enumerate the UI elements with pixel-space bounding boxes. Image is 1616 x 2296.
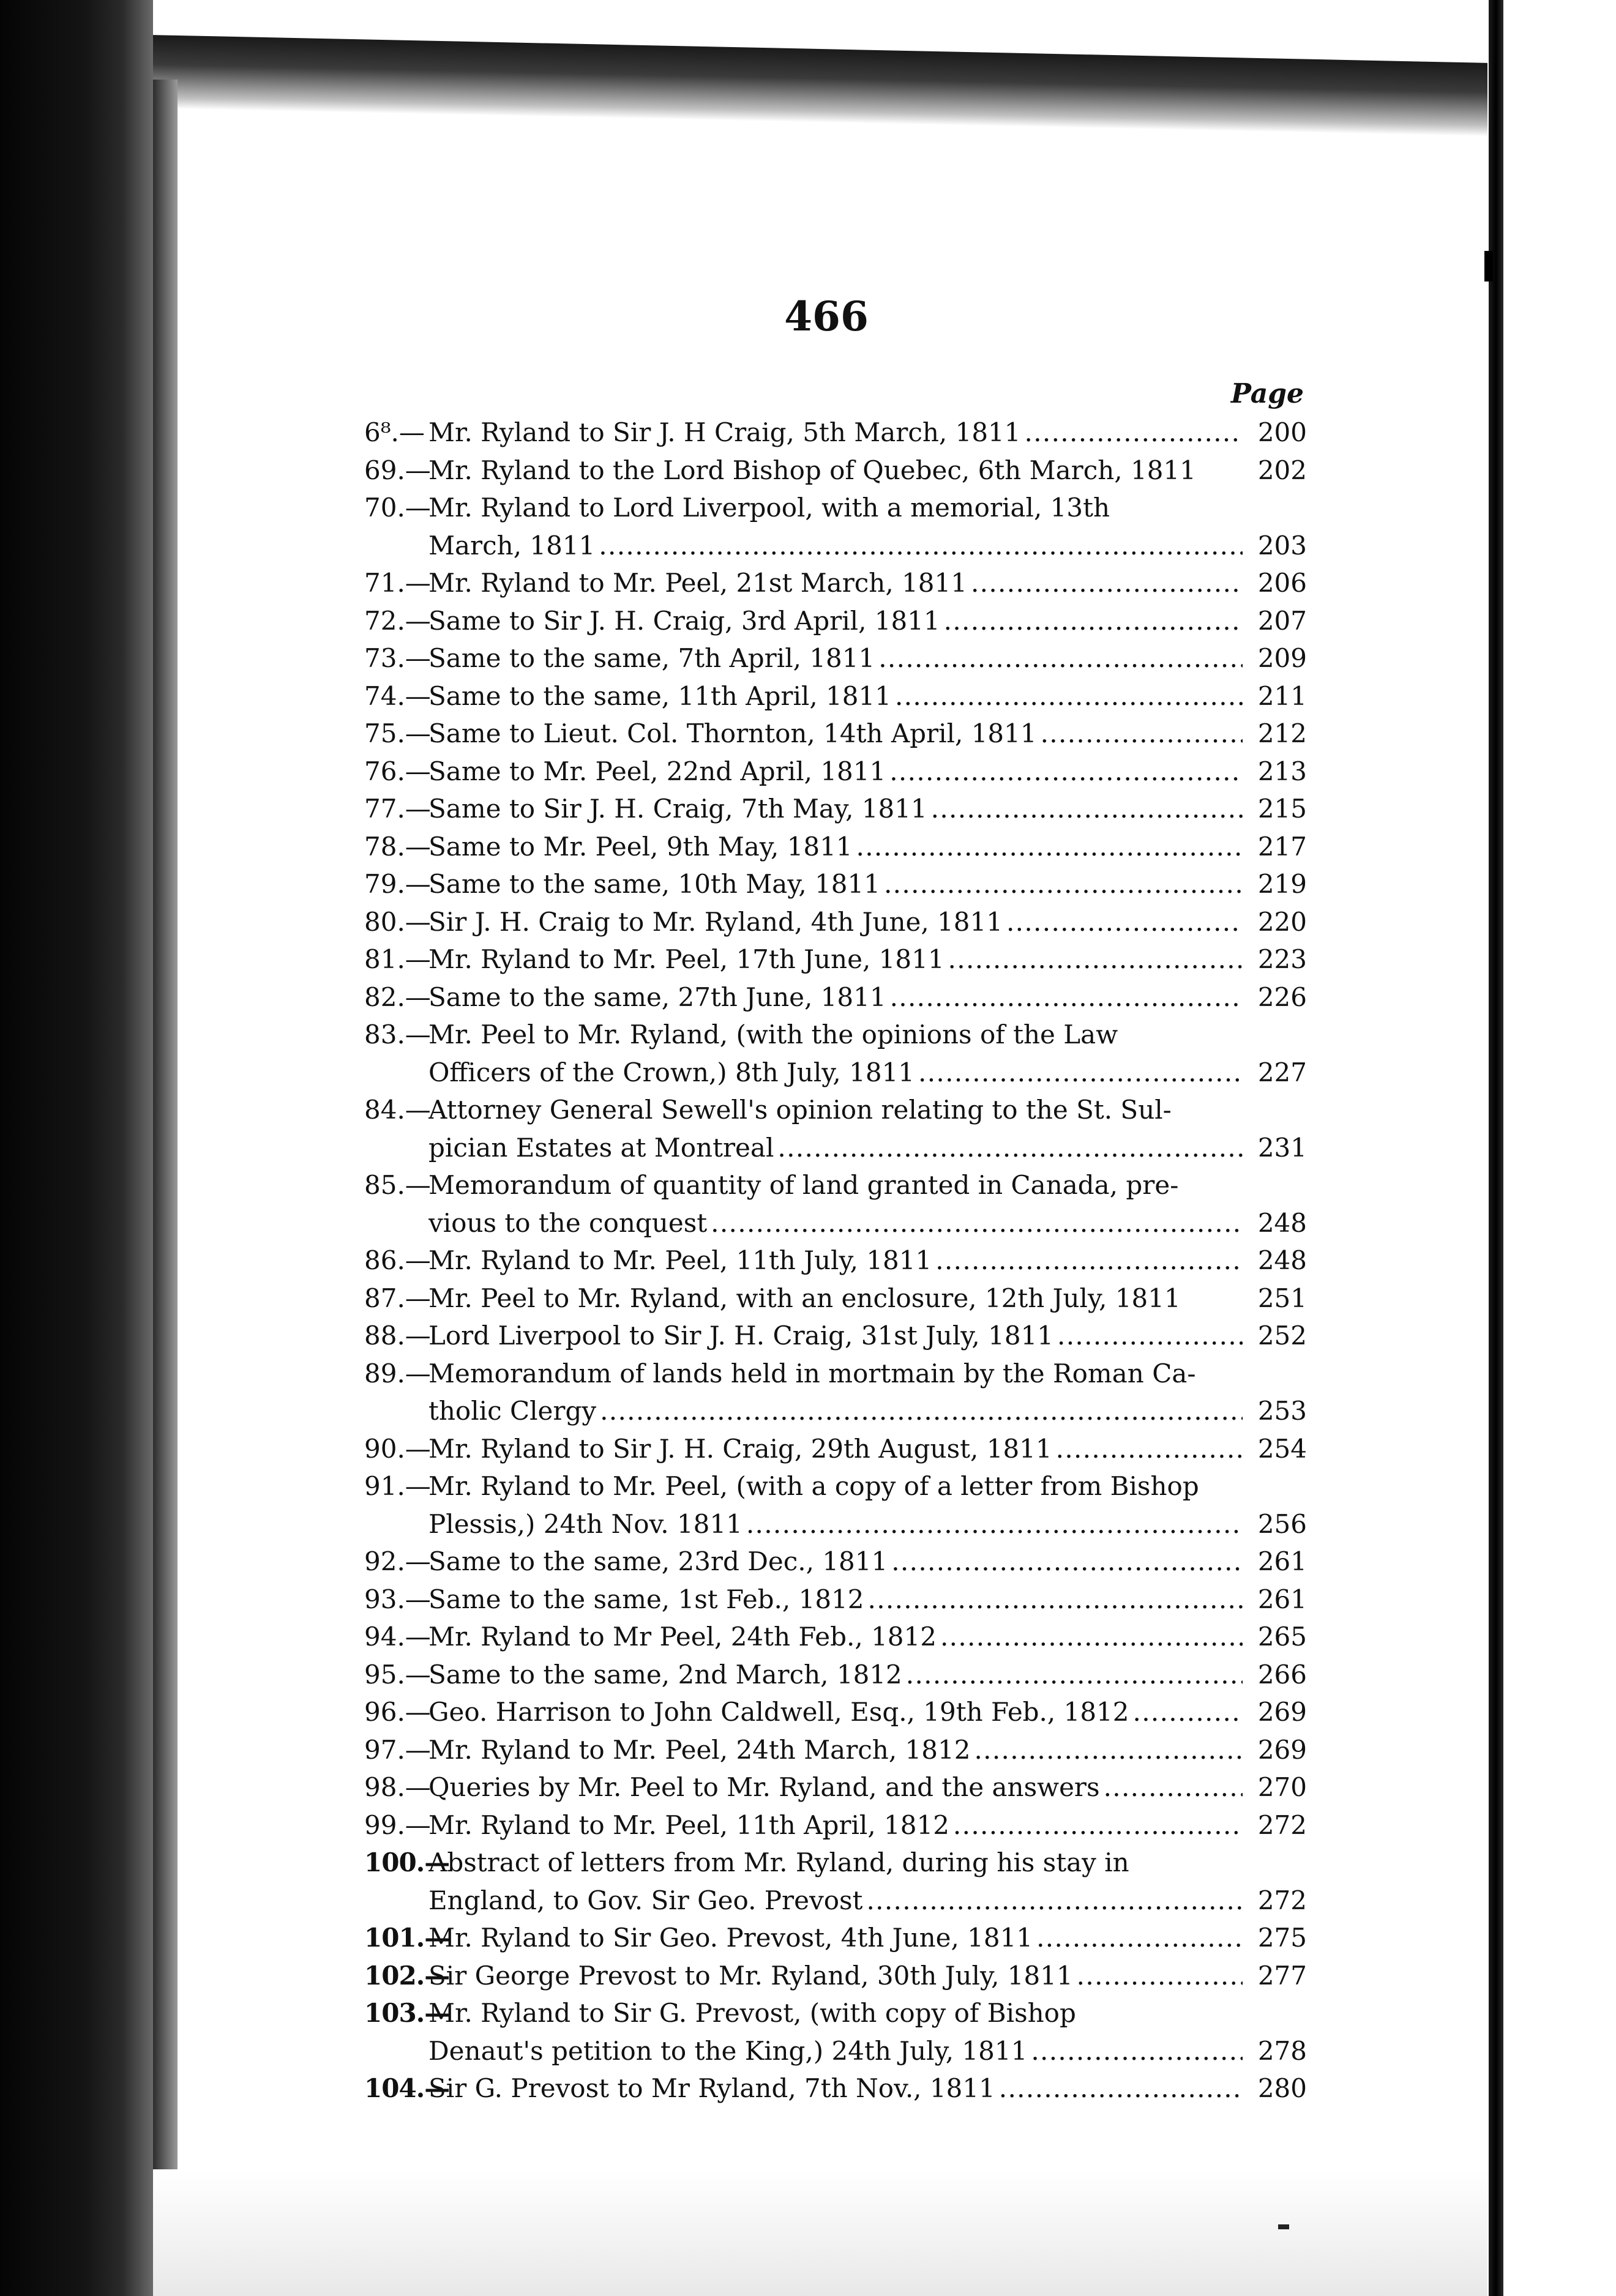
entry-page: 227 bbox=[1257, 1057, 1307, 1087]
entry-number: 77.— bbox=[364, 794, 431, 824]
entry-title-line: Queries by Mr. Peel to Mr. Ryland, and the answers bbox=[428, 1772, 1100, 1802]
entry-number: 82.— bbox=[364, 982, 431, 1012]
toc-entry bbox=[364, 1806, 1307, 1844]
entry-page: 261 bbox=[1257, 1584, 1307, 1614]
entry-number: 88.— bbox=[364, 1321, 431, 1351]
entry-number: 70.— bbox=[364, 493, 431, 523]
gutter-mark bbox=[1484, 251, 1493, 281]
entry-page: 212 bbox=[1257, 718, 1307, 748]
entry-page: 206 bbox=[1257, 568, 1307, 598]
entry-page: 203 bbox=[1257, 530, 1307, 561]
entry-title-line: Memorandum of quantity of land granted in Canada, pre- bbox=[428, 1170, 1179, 1200]
entry-page: 211 bbox=[1257, 680, 1307, 711]
toc-entry bbox=[364, 1467, 1307, 1543]
toc-entry bbox=[364, 828, 1307, 866]
toc-entry bbox=[364, 753, 1307, 791]
toc-entry bbox=[364, 639, 1307, 677]
toc-entry bbox=[364, 1355, 1307, 1430]
entry-page: 269 bbox=[1257, 1697, 1307, 1727]
entry-title-line: Same to the same, 7th April, 1811 bbox=[428, 643, 875, 673]
entry-title-line: Officers of the Crown,) 8th July, 1811 bbox=[428, 1057, 915, 1087]
toc-entry bbox=[364, 414, 1307, 452]
toc-entry bbox=[364, 1769, 1307, 1806]
print-mark bbox=[1278, 2224, 1289, 2229]
entry-page: 266 bbox=[1257, 1659, 1307, 1690]
entry-title-line: Geo. Harrison to John Caldwell, Esq., 19th Feb., 1812 bbox=[428, 1697, 1129, 1727]
entry-number: 86.— bbox=[364, 1245, 431, 1275]
entry-page: 252 bbox=[1257, 1321, 1307, 1351]
entry-title-line: Same to Sir J. H. Craig, 7th May, 1811 bbox=[428, 794, 927, 824]
entry-page: 231 bbox=[1257, 1132, 1307, 1163]
entry-page: 270 bbox=[1257, 1772, 1307, 1802]
entry-title-line: Mr. Ryland to Mr. Peel, 17th June, 1811 bbox=[428, 944, 945, 974]
toc-entry bbox=[364, 1091, 1307, 1166]
entry-number: 6⁸.— bbox=[364, 417, 425, 447]
toc-entry bbox=[364, 790, 1307, 828]
toc-entry bbox=[364, 1957, 1307, 1995]
entry-number: 96.— bbox=[364, 1697, 431, 1727]
entry-title-line: Abstract of letters from Mr. Ryland, during his stay in bbox=[428, 1847, 1129, 1877]
entry-title-line: Lord Liverpool to Sir J. H. Craig, 31st July, 1811 bbox=[428, 1321, 1054, 1351]
toc-entry bbox=[364, 978, 1307, 1016]
entry-title-line: Attorney General Sewell's opinion relating to the St. Sul- bbox=[428, 1095, 1172, 1125]
entry-number: 74.— bbox=[364, 680, 431, 711]
entry-title-line: Same to the same, 23rd Dec., 1811 bbox=[428, 1546, 888, 1576]
entry-title-line: England, to Gov. Sir Geo. Prevost bbox=[428, 1885, 863, 1915]
entry-page: 269 bbox=[1257, 1734, 1307, 1765]
entry-page: 200 bbox=[1257, 417, 1307, 447]
entry-page: 277 bbox=[1257, 1960, 1307, 1991]
entry-title-line: Mr. Ryland to Sir J. H. Craig, 29th August, 1811 bbox=[428, 1433, 1052, 1464]
entry-page: 251 bbox=[1257, 1283, 1307, 1313]
entry-number: 97.— bbox=[364, 1734, 431, 1765]
entry-number: 84.— bbox=[364, 1095, 431, 1125]
toc-entry bbox=[364, 1543, 1307, 1581]
entry-number: 76.— bbox=[364, 756, 431, 786]
entry-number: 103.— bbox=[364, 1998, 450, 2028]
toc-entry bbox=[364, 1919, 1307, 1957]
entry-number: 89.— bbox=[364, 1358, 431, 1388]
entry-page: 248 bbox=[1257, 1207, 1307, 1238]
entry-title-line: Mr. Ryland to Mr. Peel, 11th July, 1811 bbox=[428, 1245, 932, 1275]
entry-page: 248 bbox=[1257, 1245, 1307, 1275]
book-top-edge bbox=[153, 35, 1487, 136]
entry-title-line: Mr. Peel to Mr. Ryland, (with the opinions of the Law bbox=[428, 1019, 1118, 1049]
entry-title-line: Mr. Ryland to Sir G. Prevost, (with copy of Bishop bbox=[428, 1998, 1076, 2028]
entry-title-line: tholic Clergy bbox=[428, 1396, 597, 1426]
entry-title-line: Same to the same, 2nd March, 1812 bbox=[428, 1659, 902, 1690]
entry-page: 254 bbox=[1257, 1433, 1307, 1464]
entry-title-line: Plessis,) 24th Nov. 1811 bbox=[428, 1508, 743, 1539]
entry-title-line: Mr. Ryland to the Lord Bishop of Quebec, 6th March, 1811 bbox=[428, 455, 1196, 485]
entry-title-line: Same to the same, 10th May, 1811 bbox=[428, 869, 880, 899]
entry-number: 78.— bbox=[364, 831, 431, 862]
entry-title-line: Same to the same, 11th April, 1811 bbox=[428, 680, 891, 711]
entry-title-line: Mr. Peel to Mr. Ryland, with an enclosure, 12th July, 1811 bbox=[428, 1283, 1181, 1313]
entry-number: 80.— bbox=[364, 906, 431, 937]
entry-page: 213 bbox=[1257, 756, 1307, 786]
toc-entry bbox=[364, 1618, 1307, 1656]
page-number: 466 bbox=[784, 293, 869, 340]
book-binding-left bbox=[0, 0, 153, 2296]
entry-number: 92.— bbox=[364, 1546, 431, 1576]
entry-number: 101.— bbox=[364, 1923, 450, 1953]
entry-title-line: Sir J. H. Craig to Mr. Ryland, 4th June, 1811 bbox=[428, 906, 1003, 937]
table-of-contents bbox=[364, 414, 1307, 2108]
entry-number: 83.— bbox=[364, 1019, 431, 1049]
entry-page: 272 bbox=[1257, 1885, 1307, 1915]
toc-entry bbox=[364, 2070, 1307, 2108]
page-bottom-margin bbox=[153, 2169, 1487, 2296]
entry-number: 99.— bbox=[364, 1810, 431, 1840]
entry-page: 220 bbox=[1257, 906, 1307, 937]
toc-entry bbox=[364, 1242, 1307, 1280]
toc-entry bbox=[364, 903, 1307, 941]
entry-page: 209 bbox=[1257, 643, 1307, 673]
entry-title-line: Mr. Ryland to Mr. Peel, 11th April, 1812 bbox=[428, 1810, 949, 1840]
entry-page: 256 bbox=[1257, 1508, 1307, 1539]
entry-number: 71.— bbox=[364, 568, 431, 598]
entry-number: 98.— bbox=[364, 1772, 431, 1802]
entry-number: 104.— bbox=[364, 2073, 450, 2103]
entry-number: 93.— bbox=[364, 1584, 431, 1614]
entry-page: 207 bbox=[1257, 605, 1307, 636]
entry-page: 265 bbox=[1257, 1622, 1307, 1652]
entry-title-line: Memorandum of lands held in mortmain by the Roman Ca- bbox=[428, 1358, 1196, 1388]
entry-number: 87.— bbox=[364, 1283, 431, 1313]
entry-title-line: Denaut's petition to the King,) 24th July, 1811 bbox=[428, 2035, 1028, 2066]
toc-entry bbox=[364, 865, 1307, 903]
entry-title-line: Mr. Ryland to Mr. Peel, 24th March, 1812 bbox=[428, 1734, 971, 1765]
entry-page: 278 bbox=[1257, 2035, 1307, 2066]
entry-title-line: Mr. Ryland to Lord Liverpool, with a memorial, 13th bbox=[428, 493, 1110, 523]
entry-page: 217 bbox=[1257, 831, 1307, 862]
toc-entry bbox=[364, 452, 1307, 490]
entry-title-line: Same to Lieut. Col. Thornton, 14th April, 1811 bbox=[428, 718, 1037, 748]
entry-title-line: Same to the same, 27th June, 1811 bbox=[428, 982, 886, 1012]
entry-title-line: Same to Mr. Peel, 22nd April, 1811 bbox=[428, 756, 886, 786]
entry-page: 226 bbox=[1257, 982, 1307, 1012]
entry-page: 215 bbox=[1257, 794, 1307, 824]
entry-page: 223 bbox=[1257, 944, 1307, 974]
entry-number: 102.— bbox=[364, 1960, 450, 1991]
entry-number: 75.— bbox=[364, 718, 431, 748]
entry-number: 85.— bbox=[364, 1170, 431, 1200]
entry-title-line: Mr. Ryland to Sir J. H Craig, 5th March, 1811 bbox=[428, 417, 1021, 447]
entry-title-line: vious to the conquest bbox=[428, 1207, 708, 1238]
entry-page: 261 bbox=[1257, 1546, 1307, 1576]
entry-title-line: Sir G. Prevost to Mr Ryland, 7th Nov., 1811 bbox=[428, 2073, 995, 2103]
toc-entry bbox=[364, 1581, 1307, 1619]
entry-number: 95.— bbox=[364, 1659, 431, 1690]
toc-entry bbox=[364, 1656, 1307, 1694]
toc-entry bbox=[364, 602, 1307, 640]
toc-entry bbox=[364, 489, 1307, 564]
toc-entry bbox=[364, 941, 1307, 978]
entry-title-line: Same to Sir J. H. Craig, 3rd April, 1811 bbox=[428, 605, 940, 636]
toc-entry bbox=[364, 1166, 1307, 1242]
entry-page: 253 bbox=[1257, 1396, 1307, 1426]
entry-title-line: Same to Mr. Peel, 9th May, 1811 bbox=[428, 831, 853, 862]
entry-page: 275 bbox=[1257, 1923, 1307, 1953]
entry-title-line: Mr. Ryland to Mr. Peel, 21st March, 1811 bbox=[428, 568, 967, 598]
entry-page: 272 bbox=[1257, 1810, 1307, 1840]
entry-page: 280 bbox=[1257, 2073, 1307, 2103]
entry-number: 91.— bbox=[364, 1471, 431, 1501]
toc-entry bbox=[364, 715, 1307, 753]
entry-title-line: pician Estates at Montreal bbox=[428, 1132, 774, 1163]
toc-entry bbox=[364, 1280, 1307, 1318]
entry-number: 100.— bbox=[364, 1847, 450, 1877]
entry-number: 79.— bbox=[364, 869, 431, 899]
entry-title-line: Mr. Ryland to Sir Geo. Prevost, 4th June, 1811 bbox=[428, 1923, 1033, 1953]
entry-title-line: Same to the same, 1st Feb., 1812 bbox=[428, 1584, 864, 1614]
entry-title-line: Sir George Prevost to Mr. Ryland, 30th July, 1811 bbox=[428, 1960, 1073, 1991]
entry-number: 81.— bbox=[364, 944, 431, 974]
entry-title-line: Mr. Ryland to Mr. Peel, (with a copy of a letter from Bishop bbox=[428, 1471, 1199, 1501]
book-gutter bbox=[1489, 0, 1503, 2296]
toc-entry bbox=[364, 1430, 1307, 1468]
entry-title-line: Mr. Ryland to Mr Peel, 24th Feb., 1812 bbox=[428, 1622, 937, 1652]
entry-number: 72.— bbox=[364, 605, 431, 636]
entry-number: 90.— bbox=[364, 1433, 431, 1464]
entry-number: 94.— bbox=[364, 1622, 431, 1652]
toc-entry bbox=[364, 1844, 1307, 1919]
facing-page bbox=[1503, 92, 1616, 2296]
page-column-label: Page bbox=[1230, 378, 1304, 409]
entry-number: 69.— bbox=[364, 455, 431, 485]
toc-entry bbox=[364, 1016, 1307, 1091]
toc-entry bbox=[364, 1693, 1307, 1731]
page-edge-left bbox=[153, 80, 178, 2172]
entry-title-line: March, 1811 bbox=[428, 530, 596, 561]
entry-number: 73.— bbox=[364, 643, 431, 673]
toc-entry bbox=[364, 564, 1307, 602]
toc-entry bbox=[364, 1317, 1307, 1355]
entry-page: 202 bbox=[1257, 455, 1307, 485]
toc-entry bbox=[364, 1731, 1307, 1769]
entry-page: 219 bbox=[1257, 869, 1307, 899]
toc-entry bbox=[364, 1994, 1307, 2070]
toc-entry bbox=[364, 677, 1307, 715]
